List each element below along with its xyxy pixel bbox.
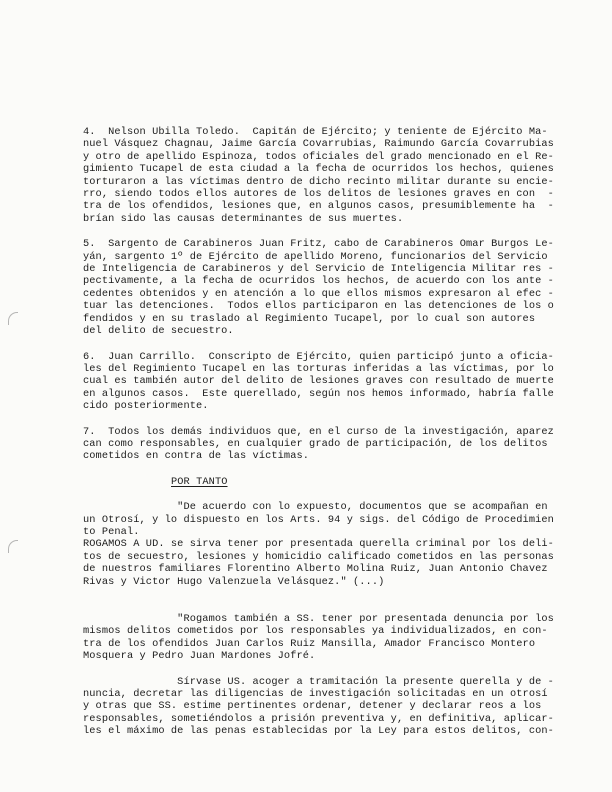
text-line: les del Regimiento Tucapel en las torturas inferidas a las víctimas, por lo: [83, 362, 554, 375]
closing-request-paragraph: [83, 675, 554, 738]
text-line: can como responsables, en cualquier grado de participación, de los delitos: [83, 437, 548, 450]
paragraph-7: [83, 425, 554, 463]
text-line: tra de los ofendidos, lesiones que, en algunos casos, presumiblemente ha -: [83, 200, 554, 213]
text-line: les el máximo de las penas establecidas por la Ley para estos delitos, con-: [83, 725, 554, 738]
text-line: y otras que SS. estime pertinentes ordenar, detener y declarar reos a los: [83, 700, 542, 713]
text-line: yán, sargento 1º de Ejército de apellido Moreno, funcionarios del Servicio: [83, 250, 548, 263]
quoted-request-paragraph: [83, 501, 554, 588]
text-line: 5. Sargento de Carabineros Juan Fritz, cabo de Carabineros Omar Burgos Le-: [83, 238, 554, 251]
text-line: nuel Vásquez Chagnau, Jaime García Covarrubias, Raimundo García Covarrubias: [83, 138, 554, 151]
text-line: nuncia, decretar las diligencias de investigación solicitadas en un otrosí: [83, 688, 548, 701]
text-line: brían sido las causas determinantes de sus muertes.: [83, 212, 404, 225]
text-line: Mosquera y Pedro Juan Mardones Jofré.: [83, 650, 316, 663]
paragraph-4: [83, 126, 554, 225]
punch-hole-mark: [8, 540, 18, 553]
denuncia-paragraph: [83, 613, 554, 663]
paragraph-5: [83, 238, 554, 338]
text-line: 4. Nelson Ubilla Toledo. Capitán de Ejército; y teniente de Ejército Ma-: [83, 126, 548, 138]
text-line: mismos delitos cometidos por los responsables ya individualizados, en con-: [83, 625, 548, 638]
text-line: "Rogamos también a SS. tener por presentada denuncia por los: [83, 613, 554, 625]
text-line: cedentes obtenidos y en atención a lo que ellos mismos expresaron al efec -: [83, 287, 554, 300]
text-line: pectivamente, a la fecha de ocurridos los hechos, de acuerdo con los ante -: [83, 275, 554, 288]
text-line: ROGAMOS A UD. se sirva tener por presentada querella criminal por los deli-: [83, 538, 554, 551]
text-line: 6. Juan Carrillo. Conscripto de Ejército, quien participó junto a oficia-: [83, 350, 554, 363]
text-line: tra de los ofendidos Juan Carlos Ruiz Mansilla, Amador Francisco Montero: [83, 637, 536, 650]
text-line: cual es también autor del delito de lesiones graves con resultado de muerte: [83, 375, 554, 388]
text-line: "De acuerdo con lo expuesto, documentos que se acompañan en: [83, 501, 548, 514]
text-line: to Penal.: [83, 525, 140, 538]
text-line: en algunos casos. Este querellado, según nos hemos informado, habría falle: [83, 387, 554, 400]
text-line: de Inteligencia de Carabineros y del Servicio de Inteligencia Militar res -: [83, 263, 554, 276]
text-line: 7. Todos los demás individuos que, en el curso de la investigación, aparez: [83, 425, 554, 438]
paragraph-6: [83, 350, 554, 413]
section-heading-por-tanto: POR TANTO: [171, 475, 228, 488]
text-line: responsables, sometiéndolos a prisión preventiva y, en definitiva, aplicar-: [83, 712, 554, 725]
text-line: torturaron a las víctimas dentro de dicho recinto militar durante su encie-: [83, 175, 554, 188]
text-line: Rivas y Victor Hugo Valenzuela Velásquez." (...): [83, 575, 385, 588]
text-line: del delito de secuestro.: [83, 325, 234, 338]
text-line: rro, siendo todos ellos autores de los delitos de lesiones graves en con -: [83, 188, 554, 201]
text-line: gimiento Tucapel de esta ciudad a la fecha de ocurridos los hechos, quienes: [83, 163, 554, 176]
text-line: de nuestros familiares Florentino Alberto Molina Ruiz, Juan Antonio Chavez: [83, 563, 548, 576]
punch-hole-mark: [8, 312, 18, 325]
document-body: [83, 126, 554, 738]
text-line: cometidos en contra de las víctimas.: [83, 450, 310, 463]
text-line: cido posteriormente.: [83, 400, 209, 413]
text-line: un Otrosí, y lo dispuesto en los Arts. 94 y sigs. del Código de Procedimien: [83, 513, 554, 526]
text-line: fendidos y en su traslado al Regimiento Tucapel, por lo cual son autores: [83, 312, 536, 325]
text-line: tuar las detenciones. Todos ellos participaron en las detenciones de los o: [83, 300, 554, 313]
text-line: tos de secuestro, lesiones y homicidio calificado cometidos en las personas: [83, 550, 554, 563]
text-line: Sírvase US. acoger a tramitación la presente querella y de -: [83, 675, 554, 688]
text-line: y otro de apellido Espinoza, todos oficiales del grado mencionado en el Re-: [83, 150, 554, 163]
